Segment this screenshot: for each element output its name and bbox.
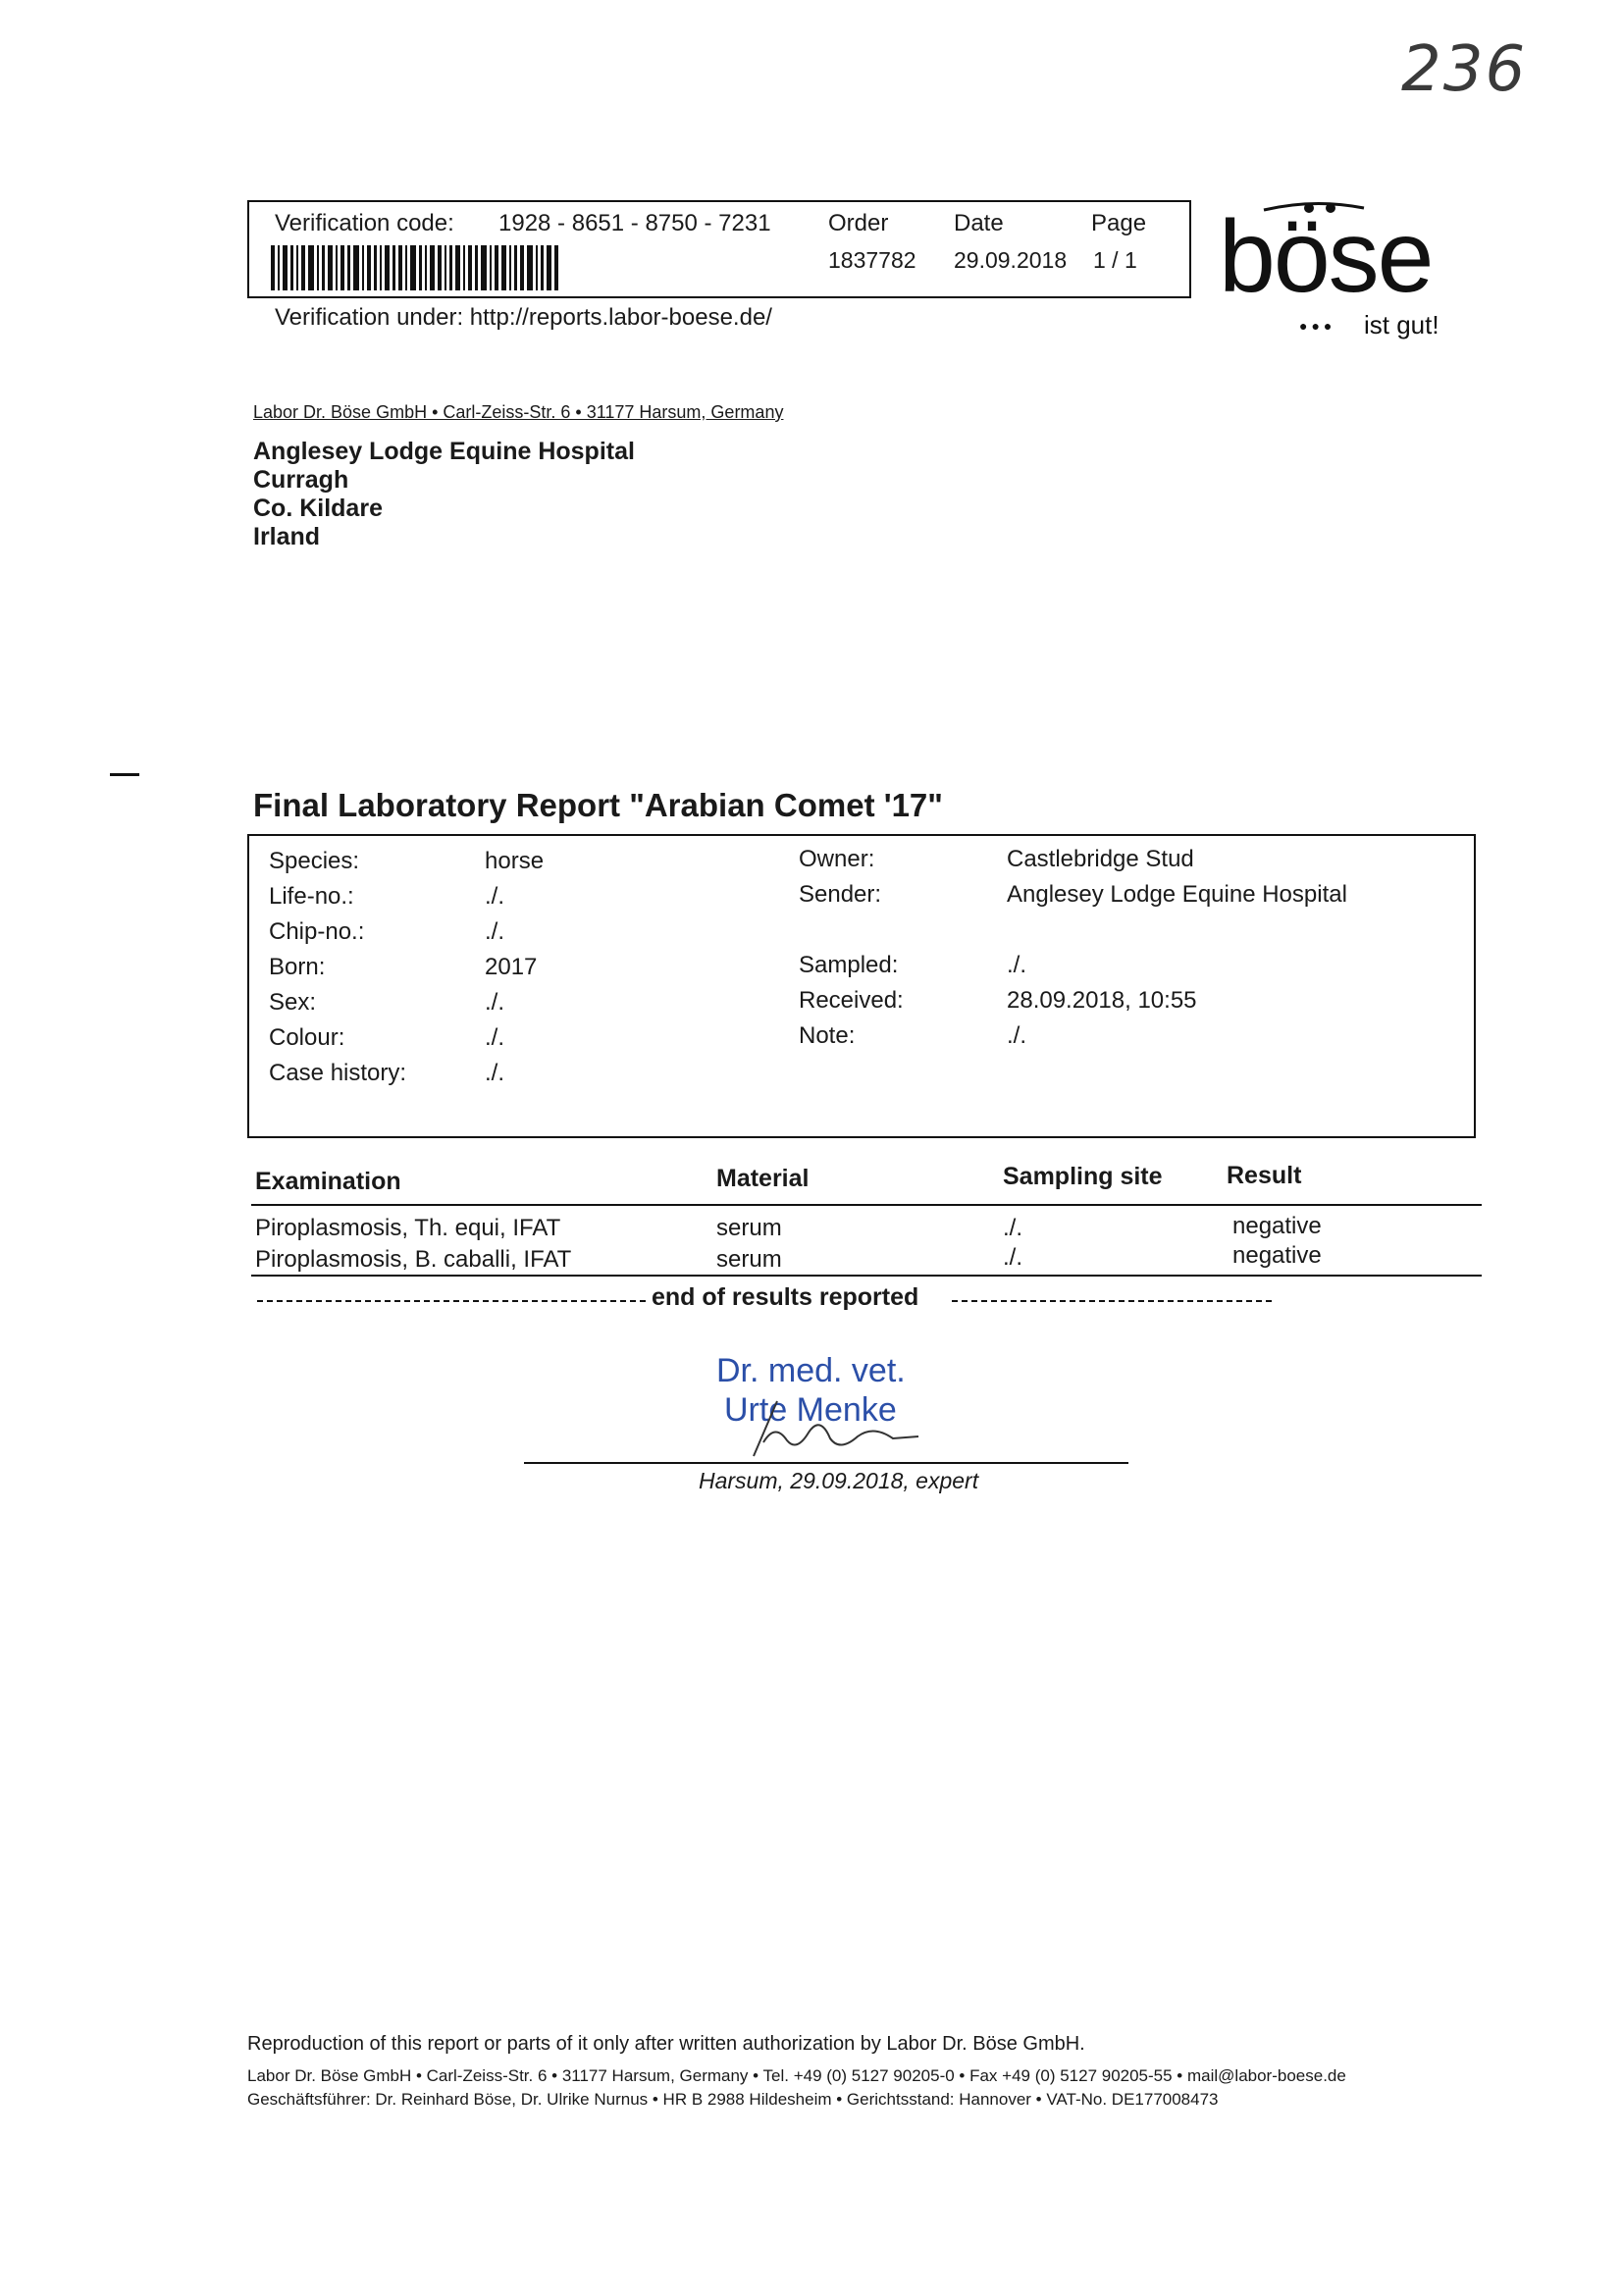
- row-1-material: serum: [716, 1215, 782, 1241]
- boese-logo: [1215, 196, 1470, 353]
- date-label: Date: [954, 210, 1004, 236]
- footer-reproduction-notice: Reproduction of this report or parts of it only after written authorization by Labor Dr. Böse GmbH.: [247, 2033, 1085, 2055]
- row-1-examination: Piroplasmosis, Th. equi, IFAT: [255, 1215, 561, 1241]
- chip-no-value: ./.: [485, 918, 505, 945]
- owner-value: Castlebridge Stud: [1007, 846, 1194, 872]
- end-of-results-text: end of results reported: [652, 1283, 919, 1311]
- chip-no-label: Chip-no.:: [269, 918, 365, 945]
- column-header-material: Material: [716, 1165, 810, 1192]
- row-1-result: negative: [1232, 1213, 1322, 1239]
- recipient-line-4: Irland: [253, 523, 321, 550]
- date-value: 29.09.2018: [954, 247, 1068, 273]
- end-rule-left: [257, 1300, 646, 1302]
- case-history-value: ./.: [485, 1060, 505, 1086]
- sex-label: Sex:: [269, 989, 317, 1016]
- owner-label: Owner:: [799, 846, 875, 872]
- colour-label: Colour:: [269, 1024, 345, 1051]
- handwritten-signature-icon: [736, 1393, 932, 1462]
- order-value: 1837782: [828, 247, 916, 273]
- born-value: 2017: [485, 954, 538, 980]
- life-no-label: Life-no.:: [269, 883, 354, 910]
- received-value: 28.09.2018, 10:55: [1007, 987, 1197, 1014]
- signature-rule: [524, 1462, 1128, 1464]
- sex-value: ./.: [485, 989, 505, 1016]
- fold-mark: [110, 773, 139, 776]
- colour-value: ./.: [485, 1024, 505, 1051]
- recipient-line-1: Anglesey Lodge Equine Hospital: [253, 438, 635, 465]
- born-label: Born:: [269, 954, 326, 980]
- page-label: Page: [1091, 210, 1147, 236]
- signature-title: Dr. med. vet.: [716, 1352, 906, 1389]
- sender-value: Anglesey Lodge Equine Hospital: [1007, 881, 1347, 908]
- footer-registration: Geschäftsführer: Dr. Reinhard Böse, Dr. Ulrike Nurnus • HR B 2988 Hildesheim • Gerichtsstand: Hannover • VAT-No. DE177008473: [247, 2090, 1219, 2109]
- column-header-result: Result: [1227, 1162, 1302, 1189]
- row-2-sampling-site: ./.: [1003, 1244, 1023, 1271]
- sampled-label: Sampled:: [799, 952, 899, 978]
- page-number-handwritten: 236: [1401, 33, 1528, 106]
- verification-code-label: Verification code:: [275, 210, 454, 236]
- table-bottom-rule: [251, 1275, 1482, 1277]
- report-title: Final Laboratory Report "Arabian Comet '17": [253, 787, 943, 823]
- column-header-sampling-site: Sampling site: [1003, 1163, 1163, 1190]
- note-label: Note:: [799, 1022, 856, 1049]
- species-value: horse: [485, 848, 545, 874]
- verification-code: 1928 - 8651 - 8750 - 7231: [498, 210, 771, 236]
- case-history-label: Case history:: [269, 1060, 407, 1086]
- footer-address: Labor Dr. Böse GmbH • Carl-Zeiss-Str. 6 • 31177 Harsum, Germany • Tel. +49 (0) 5127 90205-0 • Fax +49 (0) 5127 90205-55 • mail@labor-boese.de: [247, 2066, 1346, 2085]
- page-value: 1 / 1: [1093, 247, 1137, 273]
- barcode: [271, 245, 561, 290]
- logo-slogan: ist gut!: [1364, 310, 1439, 339]
- recipient-line-3: Co. Kildare: [253, 495, 383, 522]
- signature-name: Urte Menke: [724, 1391, 897, 1429]
- signature-caption: Harsum, 29.09.2018, expert: [699, 1468, 979, 1493]
- verification-box: [247, 200, 1191, 298]
- row-2-material: serum: [716, 1246, 782, 1273]
- recipient-address: [253, 438, 635, 551]
- received-label: Received:: [799, 987, 904, 1014]
- row-1-sampling-site: ./.: [1003, 1215, 1023, 1241]
- sender-label: Sender:: [799, 881, 882, 908]
- species-label: Species:: [269, 848, 360, 874]
- sender-address-line: Labor Dr. Böse GmbH • Carl-Zeiss-Str. 6 • 31177 Harsum, Germany: [253, 402, 784, 422]
- patient-info-box: [247, 834, 1476, 1138]
- life-no-value: ./.: [485, 883, 505, 910]
- sampled-value: ./.: [1007, 952, 1027, 978]
- logo-dots-icon: ●●●: [1299, 318, 1336, 334]
- end-rule-right: [952, 1300, 1272, 1302]
- note-value: ./.: [1007, 1022, 1027, 1049]
- row-2-result: negative: [1232, 1242, 1322, 1269]
- row-2-examination: Piroplasmosis, B. caballi, IFAT: [255, 1246, 572, 1273]
- verification-url: Verification under: http://reports.labor-boese.de/: [275, 304, 772, 331]
- recipient-line-2: Curragh: [253, 466, 349, 494]
- table-header-rule: [251, 1204, 1482, 1206]
- column-header-examination: Examination: [255, 1168, 401, 1195]
- order-label: Order: [828, 210, 889, 236]
- logo-text: böse: [1219, 200, 1433, 314]
